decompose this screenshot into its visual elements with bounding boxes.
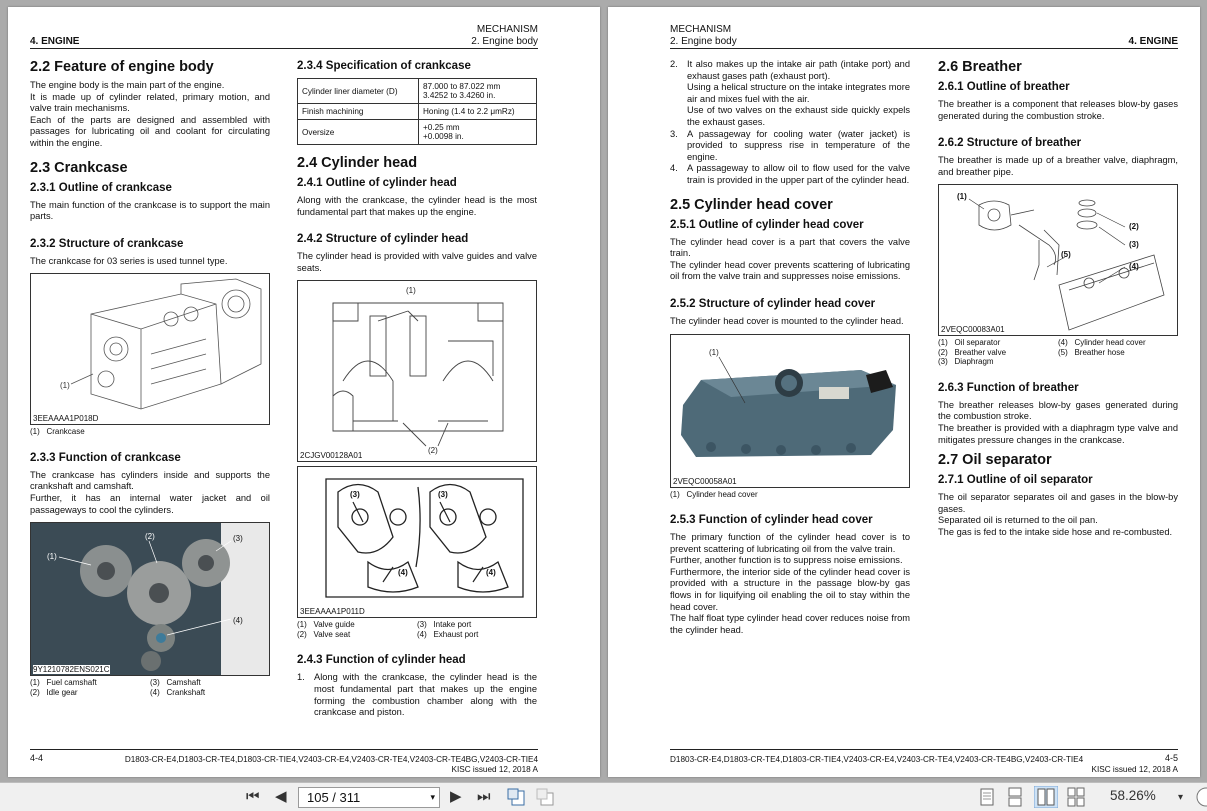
last-page-button[interactable]: ⏭	[477, 788, 491, 805]
spec-value: +0.0098 in.	[423, 132, 464, 141]
page-header	[670, 20, 1178, 49]
figure-legend	[297, 620, 537, 639]
heading-2-4-1: 2.4.1 Outline of cylinder head	[297, 177, 457, 189]
heading-2-2: 2.2 Feature of engine body	[30, 59, 214, 75]
table-row	[298, 104, 537, 120]
legend-text: Exhaust port	[433, 629, 479, 639]
list-line: Using a helical structure on the intake integrates more air and mixes fuel with the air.	[687, 82, 910, 104]
paragraph: Along with the crankcase, the cylinder head is the most fundamental part that makes up the engine.	[297, 195, 537, 217]
figure-code: 2VEQC00058A01	[673, 476, 737, 486]
chevron-down-icon[interactable]: ▾	[430, 792, 435, 802]
paragraph: The half float type cylinder head cover reduces noise from the cylinder head.	[670, 613, 910, 635]
copy-icon[interactable]	[535, 787, 557, 807]
two-page-continuous-icon[interactable]	[1066, 787, 1086, 807]
callout-label: (3)	[438, 490, 448, 500]
gear-train-drawing	[31, 523, 269, 675]
heading-2-6-1: 2.6.1 Outline of breather	[938, 81, 1070, 93]
list-text: Along with the crankcase, the cylinder head is the most fundamental part that makes up the engine forming the combustion chamber along with the crankcase and piston.	[314, 672, 537, 718]
two-page-view-icon[interactable]	[1034, 786, 1058, 808]
figure-legend	[30, 427, 270, 437]
spec-table	[297, 78, 537, 145]
paragraph: The breather is made up of a breather valve, diaphragm, and breather pipe.	[938, 155, 1178, 177]
list-number: 3.	[670, 128, 678, 139]
legend-number: (1)	[30, 427, 40, 437]
callout-label: (3)	[1129, 240, 1139, 250]
breather-figure	[938, 184, 1178, 336]
header-subsection: 2. Engine body	[670, 36, 737, 47]
spec-value: +0.25 mm	[423, 123, 460, 132]
legend-text: Valve seat	[313, 629, 351, 639]
left-column	[670, 59, 910, 636]
paragraph: Further, another function is to suppress noise emissions.	[670, 555, 903, 566]
numbered-list	[670, 59, 910, 187]
heading-2-3-1: 2.3.1 Outline of crankcase	[30, 181, 172, 194]
heading-2-4-3: 2.4.3 Function of cylinder head	[297, 654, 466, 667]
zoom-dropdown-icon[interactable]: ▾	[1178, 792, 1184, 803]
page-number: 4-5	[1164, 753, 1178, 763]
figure-legend	[938, 338, 1178, 367]
left-column	[30, 59, 270, 697]
page-footer	[30, 749, 538, 774]
model-list: D1803-CR-E4,D1803-CR-TE4,D1803-CR-TIE4,V2403-CR-E4,V2403-CR-TE4,V2403-CR-TE4BG,V2403-CR-TIE4	[670, 755, 1084, 764]
legend-text: Idle gear	[46, 687, 78, 697]
breather-drawing	[939, 185, 1177, 335]
paragraph: Each of the parts are designed and assembled with passages for lubricating oil and coolant for circulating within the engine.	[30, 114, 270, 148]
model-list: D1803-CR-E4,D1803-CR-TE4,D1803-CR-TIE4,V2403-CR-E4,V2403-CR-TE4,V2403-CR-TE4BG,V2403-CR-TIE4	[124, 755, 538, 764]
legend-text: Fuel camshaft	[46, 678, 97, 688]
legend-number: (3)	[150, 678, 160, 688]
right-column	[297, 59, 537, 719]
spec-value: 3.4252 to 3.4260 in.	[423, 91, 496, 100]
page-indicator: 105 / 311	[307, 790, 361, 805]
legend-text: Oil separator	[954, 338, 1001, 348]
header-section: MECHANISM	[670, 24, 732, 35]
legend-number: (4)	[150, 687, 160, 697]
crankcase-figure	[30, 273, 270, 425]
heading-2-7: 2.7 Oil separator	[938, 452, 1052, 469]
table-cell: Cylinder liner diameter (D)	[298, 79, 419, 104]
heading-2-5-1: 2.5.1 Outline of cylinder head cover	[670, 218, 864, 231]
crankcase-drawing	[31, 274, 269, 424]
paragraph: Furthermore, the interior side of the cylinder head cover is provided with a structure in the passage blow-by gas flows in for liquifying oil enabling the oil to stay within the head cover.	[670, 566, 910, 612]
heading-2-6: 2.6 Breather	[938, 59, 1022, 75]
page-number-input[interactable]	[298, 787, 440, 808]
legend-number: (4)	[1058, 338, 1068, 348]
legend-text: Valve guide	[313, 620, 355, 630]
legend-number: (1)	[297, 620, 307, 630]
legend-text: Crankcase	[46, 427, 85, 437]
figure-legend	[30, 678, 270, 697]
table-cell: Oversize	[298, 120, 419, 145]
legend-number: (1)	[670, 489, 680, 499]
paragraph: The crankcase has cylinders inside and supports the crankshaft and camshaft.	[30, 469, 270, 492]
heading-2-3-2: 2.3.2 Structure of crankcase	[30, 237, 184, 250]
header-chapter: 4. ENGINE	[1128, 36, 1178, 47]
cylinder-head-cover-drawing	[671, 335, 909, 487]
paragraph: The breather releases blow-by gases generated during the combustion stroke.	[938, 399, 1178, 422]
page-footer	[670, 749, 1178, 774]
callout-label: (2)	[428, 446, 438, 456]
table-cell	[419, 79, 537, 104]
callout-label: (3)	[233, 534, 243, 544]
callout-label: (4)	[486, 568, 496, 578]
previous-page-button[interactable]: ◀	[275, 788, 287, 805]
single-page-view-icon[interactable]	[978, 787, 996, 807]
list-number: 1.	[297, 672, 305, 683]
legend-text: Intake port	[433, 620, 472, 630]
heading-2-4-2: 2.4.2 Structure of cylinder head	[297, 233, 469, 246]
paragraph: The cylinder head is provided with valve guides and valve seats.	[297, 251, 537, 273]
figure-code: 2CJGV00128A01	[300, 451, 363, 461]
right-page	[608, 7, 1200, 777]
legend-number: (2)	[938, 347, 948, 357]
page-number: 4-4	[30, 753, 44, 763]
heading-2-3: 2.3 Crankcase	[30, 159, 128, 176]
header-section: MECHANISM	[476, 24, 538, 35]
heading-2-3-3: 2.3.3 Function of crankcase	[30, 451, 181, 464]
callout-label: (3)	[350, 490, 360, 500]
page-header	[30, 20, 538, 49]
spec-value: 87.000 to 87.022 mm	[423, 82, 501, 91]
heading-2-4: 2.4 Cylinder head	[297, 155, 418, 171]
paragraph: The cylinder head cover is mounted to the cylinder head.	[670, 315, 904, 326]
list-text	[687, 59, 910, 129]
paragraph: The gas is fed to the intake side hose and re-combusted.	[938, 527, 1173, 538]
figure-code: 3EEAAAA1P018D	[33, 414, 99, 424]
legend-number: (3)	[938, 357, 948, 367]
callout-label: (1)	[957, 192, 967, 202]
callout-label: (1)	[709, 347, 719, 357]
legend-number: (4)	[417, 629, 427, 639]
callout-label: (4)	[233, 616, 243, 626]
gear-train-photo	[30, 522, 270, 676]
paragraph: The primary function of the cylinder head cover is to prevent scattering of lubricating oil from the valve train.	[670, 532, 910, 554]
next-page-button[interactable]: ▶	[450, 788, 462, 805]
callout-label: (1)	[406, 286, 416, 296]
paragraph: The oil separator separates oil and gases in the blow-by gases.	[938, 492, 1178, 514]
heading-2-5: 2.5 Cylinder head cover	[670, 196, 833, 213]
legend-text: Breather valve	[954, 347, 1007, 357]
zoom-slider-knob-icon[interactable]	[1192, 786, 1207, 808]
numbered-list	[297, 672, 537, 718]
paragraph: The breather is a component that releases blow-by gases generated during the combustion stroke.	[938, 99, 1178, 121]
paragraph: The crankcase for 03 series is used tunnel type.	[30, 255, 228, 266]
legend-number: (2)	[297, 629, 307, 639]
issue-info: KISC issued 12, 2018 A	[451, 765, 538, 774]
left-page	[8, 7, 600, 777]
legend-text: Cylinder head cover	[686, 489, 758, 499]
legend-text: Breather hose	[1074, 347, 1125, 357]
paragraph: It is made up of cylinder related, primary motion, and valve train mechanisms.	[30, 91, 270, 114]
cylinder-head-section-figure	[297, 280, 537, 462]
callout-label: (1)	[60, 381, 70, 391]
paragraph: Separated oil is returned to the oil pan.	[938, 515, 1098, 526]
legend-text: Diaphragm	[954, 357, 994, 367]
list-item	[670, 129, 910, 164]
viewer-toolbar	[0, 782, 1207, 811]
port-section-figure	[297, 466, 537, 618]
heading-2-6-2: 2.6.2 Structure of breather	[938, 137, 1082, 150]
list-item	[670, 163, 910, 186]
list-line: It also makes up the intake air path (intake port) and exhaust gases path (exhaust port).	[687, 59, 910, 81]
table-cell	[419, 120, 537, 145]
paragraph: The engine body is the main part of the engine.	[30, 80, 225, 90]
heading-2-5-2: 2.5.2 Structure of cylinder head cover	[670, 297, 876, 310]
table-cell: Finish machining	[298, 104, 419, 120]
paragraph: The main function of the crankcase is to support the main parts.	[30, 199, 270, 222]
paragraph: The cylinder head cover is a part that covers the valve train.	[670, 236, 910, 259]
header-chapter: 4. ENGINE	[30, 36, 80, 47]
paragraph: Further, it has an internal water jacket and oil passageways to cool the cylinders.	[30, 493, 270, 515]
heading-2-3-4: 2.3.4 Specification of crankcase	[297, 60, 471, 72]
heading-2-7-1: 2.7.1 Outline of oil separator	[938, 474, 1093, 487]
list-item	[297, 672, 537, 718]
first-page-button[interactable]: ⏮	[246, 788, 260, 805]
legend-number: (2)	[30, 687, 40, 697]
callout-label: (2)	[1129, 222, 1139, 232]
figure-code: 2VEQC00083A01	[941, 325, 1005, 335]
port-section-drawing	[298, 467, 536, 617]
heading-2-5-3: 2.5.3 Function of cylinder head cover	[670, 514, 873, 526]
table-row	[298, 79, 537, 104]
callout-label: (1)	[47, 552, 57, 562]
heading-2-6-3: 2.6.3 Function of breather	[938, 381, 1079, 394]
legend-text: Cylinder head cover	[1074, 338, 1146, 348]
list-number: 4.	[670, 163, 678, 174]
paragraph: The cylinder head cover prevents scattering of lubricating oil from the valve train and suppresses noise emissions.	[670, 259, 910, 282]
continuous-view-icon[interactable]	[1006, 787, 1024, 807]
figure-code: 9Y1210782ENS021C	[33, 665, 110, 675]
rotate-icon[interactable]	[506, 787, 528, 807]
legend-text: Camshaft	[166, 678, 201, 688]
zoom-level[interactable]: 58.26%	[1110, 788, 1156, 803]
list-number: 2.	[670, 59, 678, 69]
legend-number: (1)	[30, 678, 40, 688]
list-text: A passageway for cooling water (water jacket) is provided to suppress rise in temperature of the engine.	[687, 128, 910, 162]
callout-label: (4)	[1129, 262, 1139, 272]
legend-number: (3)	[417, 620, 427, 630]
list-item	[670, 59, 910, 129]
callout-label: (4)	[398, 568, 408, 578]
legend-text: Crankshaft	[166, 687, 206, 697]
cylinder-head-section-drawing	[298, 281, 536, 461]
header-subsection: 2. Engine body	[471, 36, 538, 47]
legend-number: (5)	[1058, 347, 1068, 357]
legend-number: (1)	[938, 338, 948, 348]
paragraph: The breather is provided with a diaphragm type valve and mitigates pressure changes in the crankcase.	[938, 423, 1178, 445]
list-line: Use of two valves on the exhaust side quickly expels the exhaust gases.	[687, 105, 910, 127]
list-text: A passageway to allow oil to flow used for the valve train is provided in the upper part of the cylinder head.	[687, 163, 910, 185]
callout-label: (2)	[145, 532, 155, 542]
issue-info: KISC issued 12, 2018 A	[1091, 765, 1178, 774]
figure-legend	[670, 490, 910, 500]
table-cell: Honing (1.4 to 2.2 μmRz)	[419, 104, 537, 120]
figure-code: 3EEAAAA1P011D	[300, 607, 365, 617]
callout-label: (5)	[1061, 250, 1071, 260]
table-row	[298, 120, 537, 145]
right-column	[938, 59, 1178, 539]
cylinder-head-cover-photo	[670, 334, 910, 488]
